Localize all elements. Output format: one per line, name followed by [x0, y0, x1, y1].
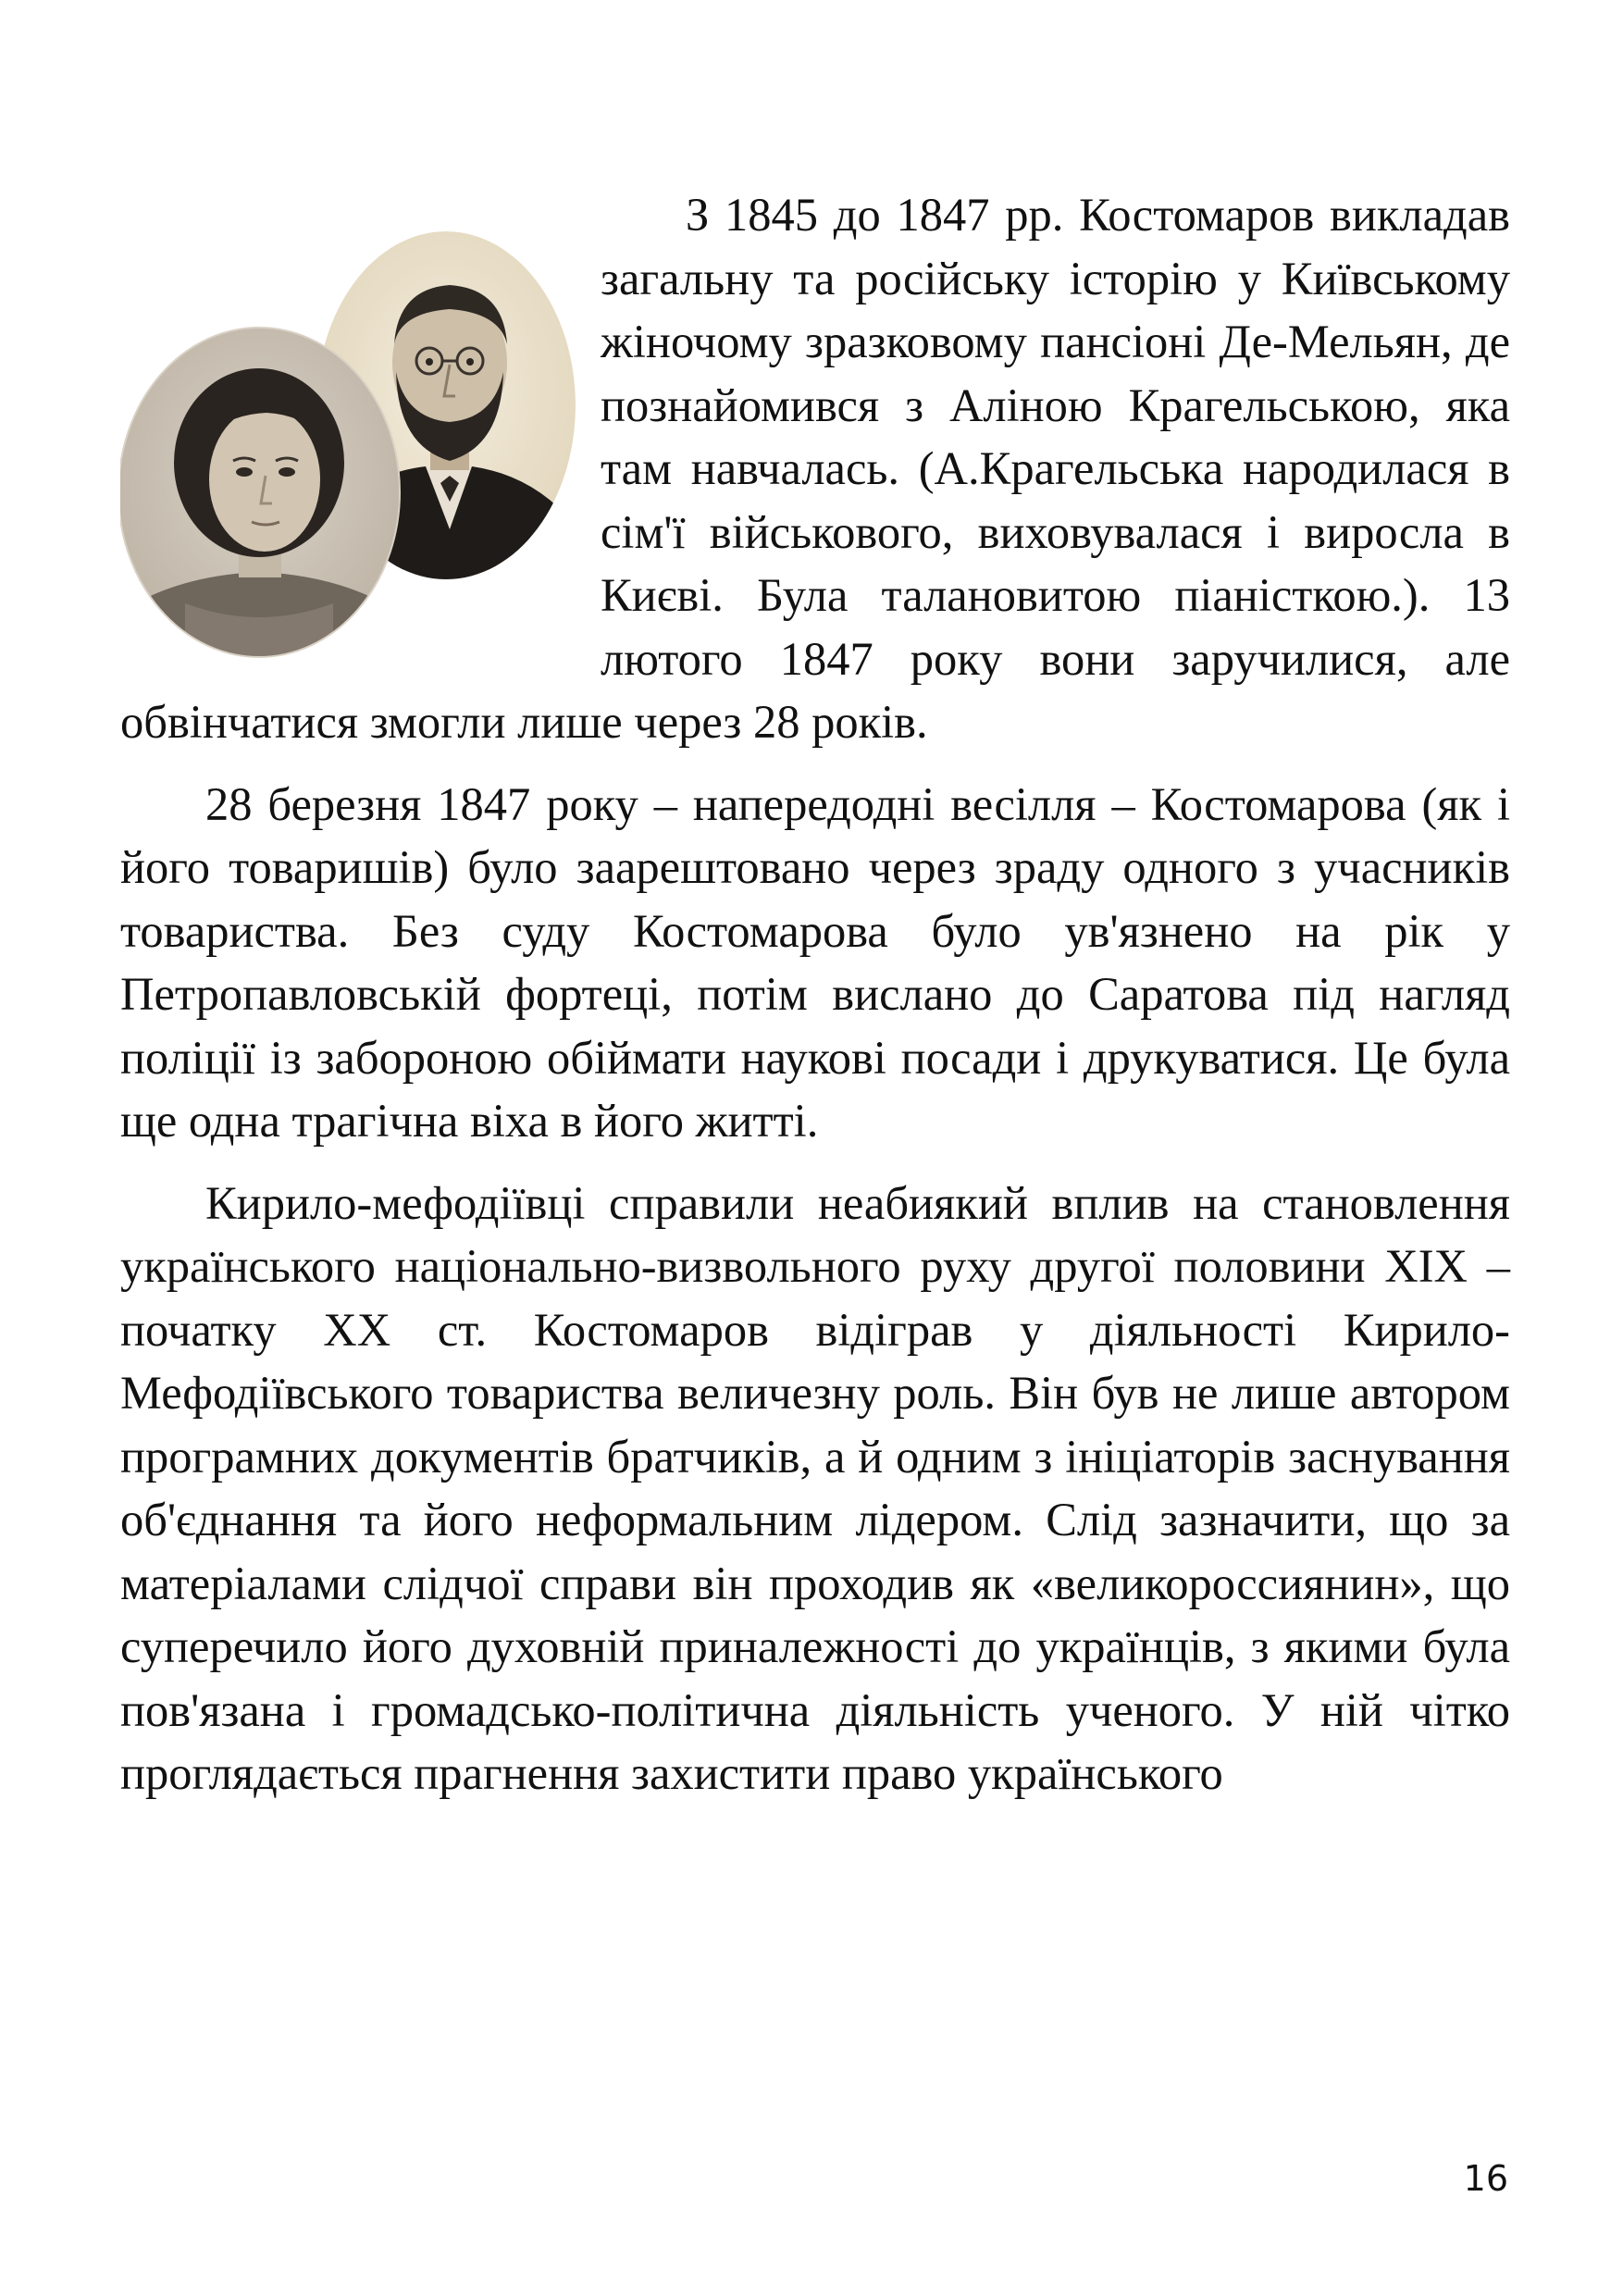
woman-portrait — [120, 328, 400, 664]
portrait-photo — [120, 224, 588, 664]
page-number: 16 — [1463, 2158, 1508, 2199]
paragraph-1: З 1845 до 1847 рр. Костомаров викладав загальну та російську історію у Київському жіночому зразковому пансіоні Де-Мельян, де познайомився з Аліною Крагельською, яка там навчалась. (А.Крагельська народилася в сім'ї військового, виховувалася і виросла в Києві. Була талановитою піаністкою.). 13 лютого 1847 року вони заручилися, але обвінчатися змогли лише через 28 років. — [120, 189, 1510, 748]
paragraph-3: Кирило-мефодіївці справили неабиякий вплив на становлення українського національно-визвольного руху другої половини XIX – початку XX ст. Костомаров відіграв у діяльності Кирило-Мефодіївського товариства величезну роль. Він був не лише автором програмних документів братчиків, а й одним з ініціаторів заснування об'єднання та його неформальним лідером. Слід зазначити, що за матеріалами слідчої справи він проходив як «великороссиянин», що суперечило його духовній приналежності до українців, з якими була пов'язана і громадсько-політична діяльність ученого. У ній чітко проглядається прагнення захистити право українського — [120, 1176, 1510, 1799]
document-body — [120, 183, 1510, 1806]
paragraph-2: 28 березня 1847 року – напередодні весілля – Костомарова (як і його товаришів) було заарештовано через зраду одного з учасників товариства. Без суду Костомарова було ув'язнено на рік у Петропавловській фортеці, потім вислано до Саратова під нагляд поліції із забороною обіймати наукові посади і друкуватися. Це була ще одна трагічна віха в його житті. — [120, 777, 1510, 1147]
oval-double-portrait-icon — [120, 224, 588, 664]
